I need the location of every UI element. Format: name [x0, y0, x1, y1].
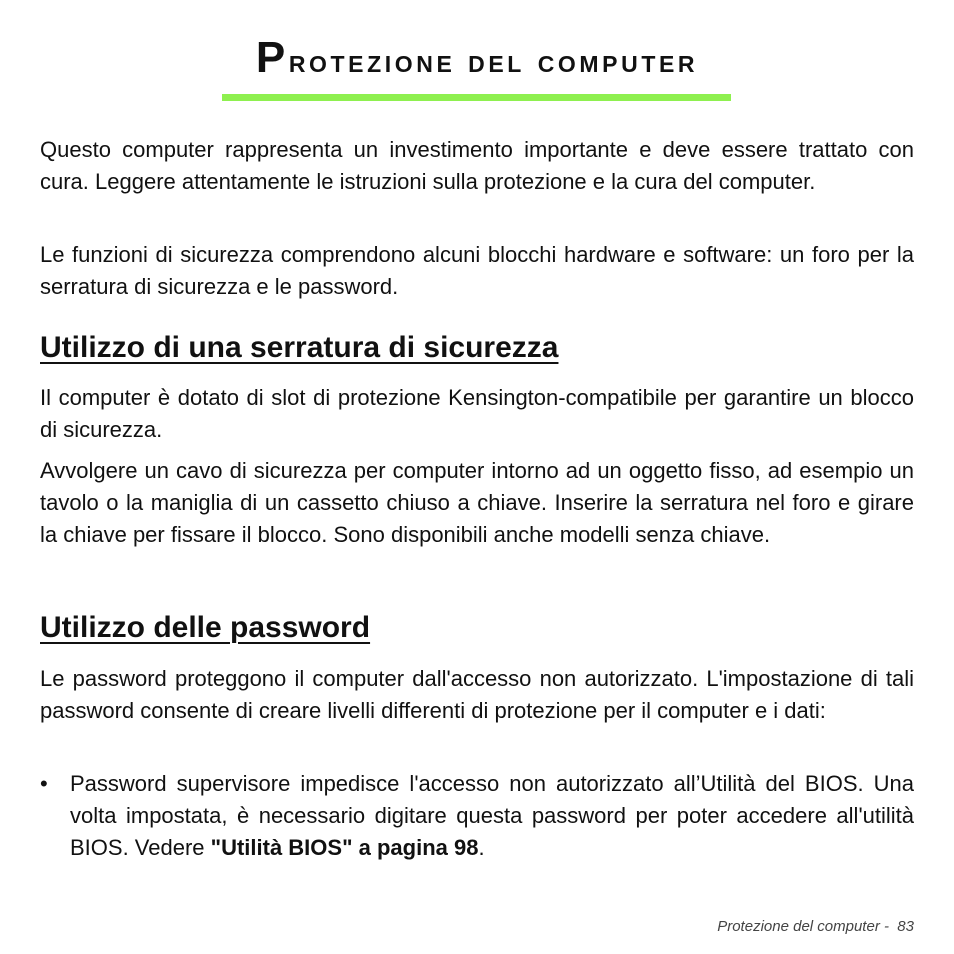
- section-heading-password: Utilizzo delle password: [40, 611, 371, 644]
- bullet-tail: .: [478, 835, 485, 860]
- section-heading-lock: Utilizzo di una serratura di sicurezza: [40, 331, 559, 364]
- bullet-marker: •: [40, 771, 48, 796]
- intro-paragraph-1: Questo computer rappresenta un investimento importante e deve essere trattato con cura. Leggere attentamente le istruzioni sulla protezione e la cura del computer.: [40, 137, 914, 194]
- password-bullet-list: [40, 768, 914, 864]
- page-title-initial: P: [255, 33, 289, 82]
- bios-page-reference-link[interactable]: "Utilità BIOS" a pagina 98: [210, 835, 479, 860]
- password-paragraph-1: Le password proteggono il computer dall'accesso non autorizzato. L'impostazione di tali password consente di creare livelli differenti di protezione per il computer e i dati:: [40, 666, 914, 723]
- lock-paragraph-1: Il computer è dotato di slot di protezione Kensington-compatibile per garantire un blocco di sicurezza.: [40, 385, 914, 442]
- list-item: [40, 768, 914, 864]
- page-title: [0, 28, 954, 91]
- page-footer: Protezione del computer - 83: [717, 918, 914, 935]
- bullet-text: Password supervisore impedisce l'accesso non autorizzato all’Utilità del BIOS. Una volta impostata, è necessario digitare questa password per poter accedere all'utilità BIOS. Vedere: [70, 771, 914, 860]
- title-underline-bar: [222, 94, 731, 101]
- lock-paragraph-2: Avvolgere un cavo di sicurezza per computer intorno ad un oggetto fisso, ad esempio un tavolo o la maniglia di un cassetto chiuso a chiave. Inserire la serratura nel foro e girare la chiave per fissare il blocco. Sono disponibili anche modelli senza chiave.: [40, 458, 914, 547]
- page-title-rest: rotezione del computer: [288, 42, 699, 79]
- intro-paragraph-2: Le funzioni di sicurezza comprendono alcuni blocchi hardware e software: un foro per la serratura di sicurezza e le password.: [40, 242, 914, 299]
